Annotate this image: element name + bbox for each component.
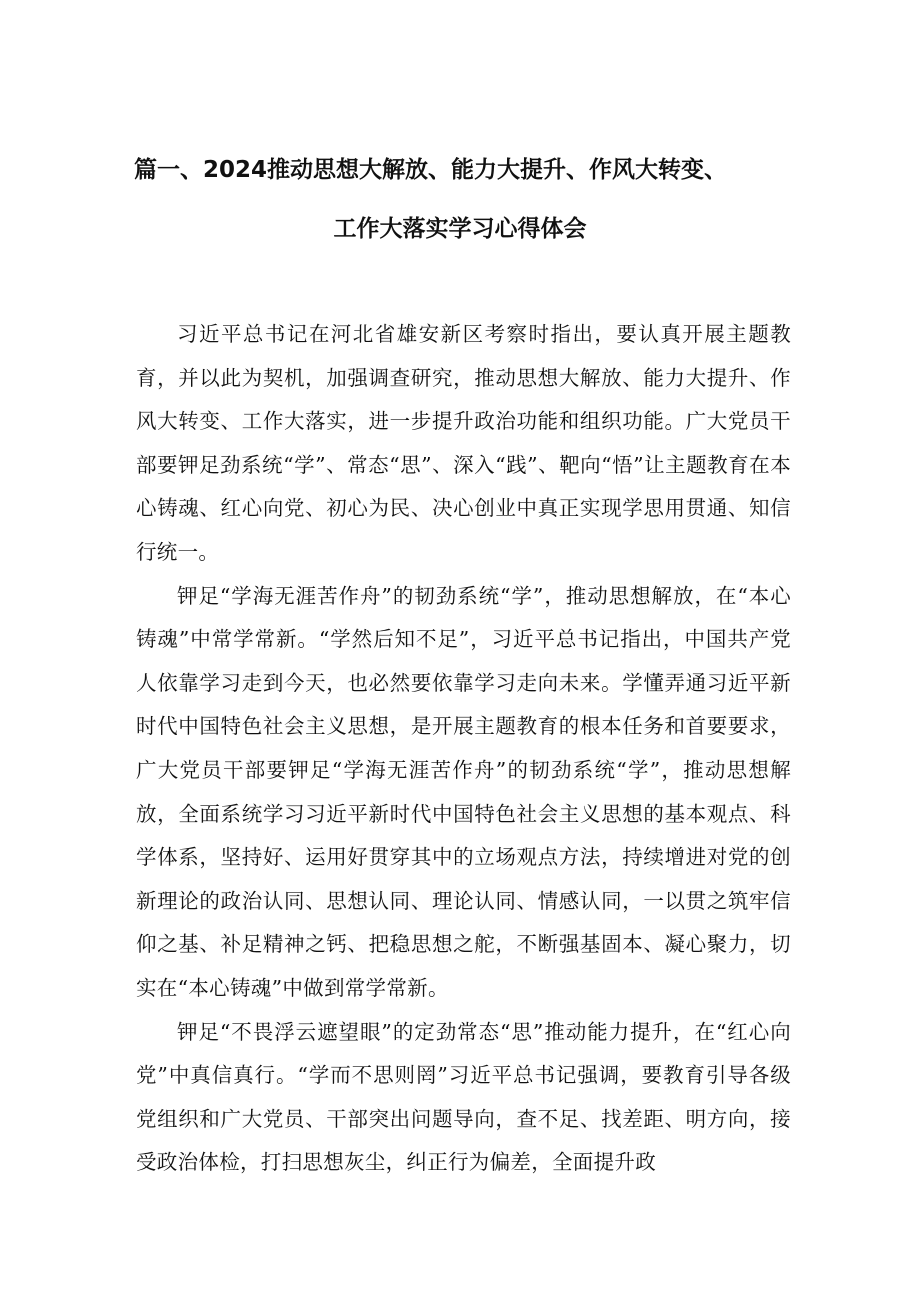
body-paragraph: 钾足“不畏浮云遮望眼”的定劲常态“思”推动能力提升，在“红心向党”中真信真行。“学而不思则罔”习近平总书记强调，要教育引导各级党组织和广大党员、干部突出问题导向，查不足、找差距、明方向，接受政治体检，打扫思想灰尘，纠正行为偏差，全面提升政 <box>136 1019 791 1175</box>
document-body <box>136 313 791 1185</box>
body-paragraph: 习近平总书记在河北省雄安新区考察时指出，要认真开展主题教育，并以此为契机，加强调查研究，推动思想大解放、能力大提升、作风大转变、工作大落实，进一步提升政治功能和组织功能。广大党员干部要钾足劲系统“学”、常态“思”、深入“践”、靶向“悟”让主题教育在本心铸魂、红心向党、初心为民、决心创业中真正实现学思用贯通、知信行统一。 <box>136 322 791 564</box>
document-title-line-2: 工作大落实学习心得体会 <box>333 216 587 242</box>
document-title-line-1: 篇一、2024推动思想大解放、能力大提升、作风大转变、 <box>134 157 728 183</box>
body-paragraph: 钾足“学海无涯苦作舟”的韧劲系统“学”，推动思想解放，在“本心铸魂”中常学常新。“学然后知不足”，习近平总书记指出，中国共产党人依靠学习走到今天，也必然要依靠学习走向未来。学懂弄通习近平新时代中国特色社会主义思想，是开展主题教育的根本任务和首要要求，广大党员干部要钾足“学海无涯苦作舟”的韧劲系统“学”，推动思想解放，全面系统学习习近平新时代中国特色社会主义思想的基本观点、科学体系，坚持好、运用好贯穿其中的立场观点方法，持续增进对党的创新理论的政治认同、思想认同、理论认同、情感认同，一以贯之筑牢信仰之基、补足精神之钙、把稳思想之舵，不断强基固本、凝心聚力，切实在“本心铸魂”中做到常学常新。 <box>136 583 791 1000</box>
